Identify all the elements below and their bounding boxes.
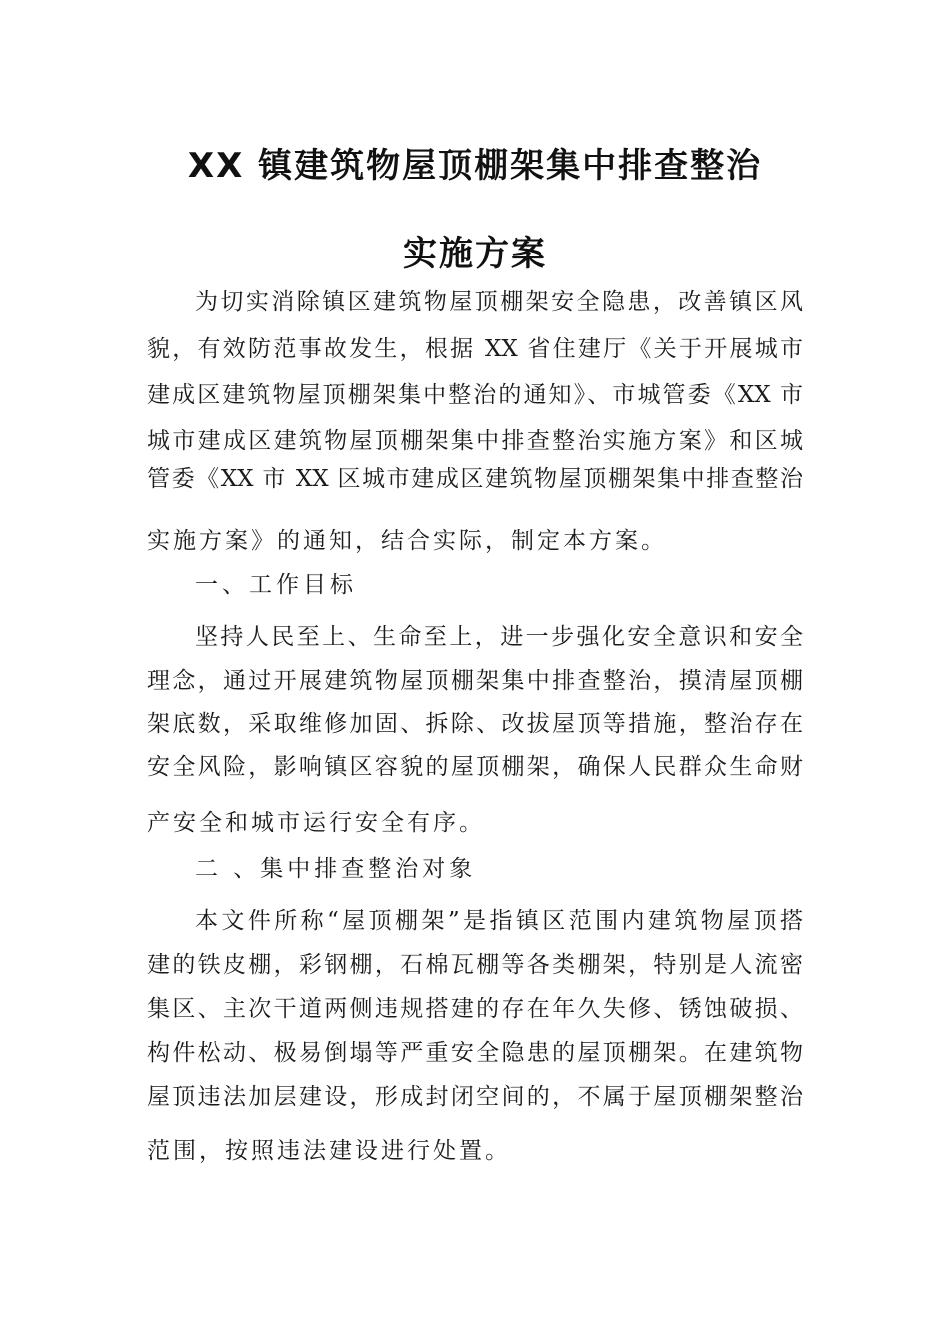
section2-paragraph-line: 建的铁皮棚，彩钢棚，石棉瓦棚等各类棚架，特别是人流密 [147, 952, 803, 978]
intro-paragraph-line: 管委《XX 市 XX 区城市建成区建筑物屋顶棚架集中排查整治 [147, 466, 803, 492]
section2-paragraph-line: 范围，按照违法建设进行处置。 [147, 1138, 511, 1164]
section2-paragraph-line: 集区、主次干道两侧违规搭建的存在年久失修、锈蚀破损、 [147, 996, 803, 1022]
section2-paragraph-line: 构件松动、极易倒塌等严重安全隐患的屋顶棚架。在建筑物 [147, 1040, 803, 1066]
section-heading-targets: 二 、集中排查整治对象 [195, 856, 477, 882]
intro-paragraph-line: 实施方案》的通知，结合实际，制定本方案。 [147, 528, 667, 554]
section2-paragraph-line: 本文件所称“屋顶棚架”是指镇区范围内建筑物屋顶搭 [195, 908, 803, 934]
document-title-line-1: XX 镇建筑物屋顶棚架集中排查整治 [187, 146, 763, 186]
intro-paragraph-line: 貌，有效防范事故发生，根据 XX 省住建厅《关于开展城市 [147, 336, 803, 362]
intro-paragraph-line: 建成区建筑物屋顶棚架集中整治的通知》、市城管委《XX 市 [147, 382, 803, 408]
section1-paragraph-line: 理念，通过开展建筑物屋顶棚架集中排查整治，摸清屋顶棚 [147, 668, 803, 694]
intro-paragraph-line: 城市建成区建筑物屋顶棚架集中排查整治实施方案》和区城 [147, 428, 803, 454]
section1-paragraph-line: 产安全和城市运行安全有序。 [147, 810, 485, 836]
intro-paragraph-line: 为切实消除镇区建筑物屋顶棚架安全隐患，改善镇区风 [195, 289, 803, 315]
section1-paragraph-line: 架底数，采取维修加固、拆除、改拔屋顶等措施，整治存在 [147, 711, 803, 737]
section-heading-work-goals: 一、工作目标 [195, 572, 357, 598]
section1-paragraph-line: 安全风险，影响镇区容貌的屋顶棚架，确保人民群众生命财 [147, 754, 803, 780]
document-title-line-2: 实施方案 [403, 234, 547, 274]
section1-paragraph-line: 坚持人民至上、生命至上，进一步强化安全意识和安全 [195, 624, 803, 650]
section2-paragraph-line: 屋顶违法加层建设，形成封闭空间的，不属于屋顶棚架整治 [147, 1084, 803, 1110]
